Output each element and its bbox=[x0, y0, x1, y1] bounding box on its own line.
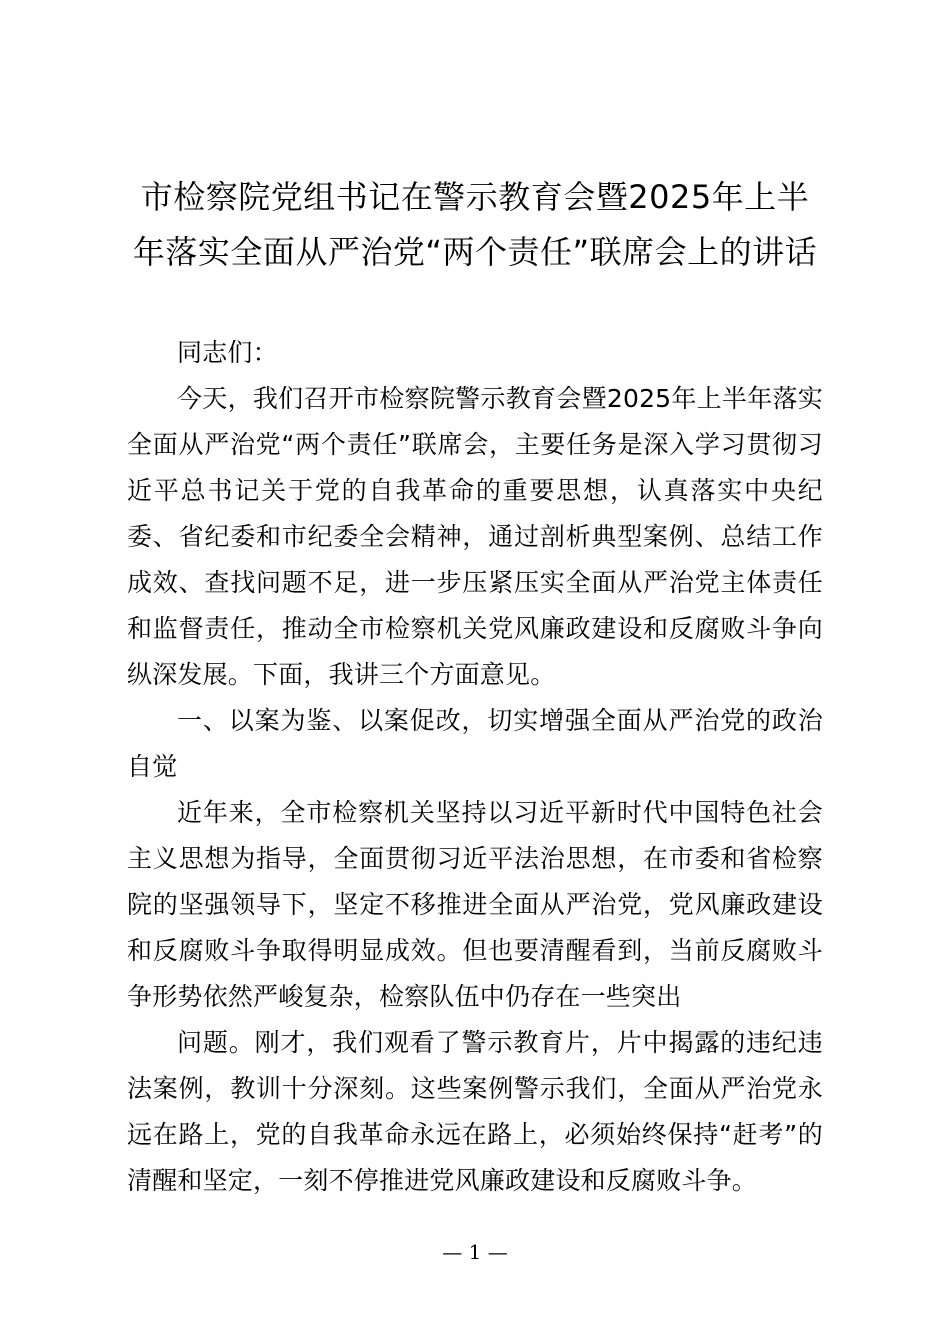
intro-paragraph: 今天，我们召开市检察院警示教育会暨2025年上半年落实全面从严治党“两个责任”联席会，主要任务是深入学习贯彻习近平总书记关于党的自我革命的重要思想，认真落实中央纪委、省纪委和市纪委全会精神，通过剖析典型案例、总结工作成效、查找问题不足，进一步压紧压实全面从严治党主体责任和监督责任，推动全市检察机关党风廉政建设和反腐败斗争向纵深发展。下面，我讲三个方面意见。 bbox=[127, 384, 823, 689]
page-number: — 1 — bbox=[442, 1240, 508, 1264]
section-heading-1: 一、以案为鉴、以案促改，切实增强全面从严治党的政治自觉 bbox=[127, 706, 823, 781]
body-paragraph: 问题。刚才，我们观看了警示教育片，片中揭露的违纪违法案例，教训十分深刻。这些案例警示我们，全面从严治党永远在路上，党的自我革命永远在路上，必须始终保持“赶考”的清醒和坚定，一刻不停推进党风廉政建设和反腐败斗争。 bbox=[127, 1028, 823, 1195]
document-title: 市检察院党组书记在警示教育会暨2025年上半年落实全面从严治党“两个责任”联席会上的讲话 bbox=[132, 178, 818, 271]
body-paragraph: 近年来，全市检察机关坚持以习近平新时代中国特色社会主义思想为指导，全面贯彻习近平法治思想，在市委和省检察院的坚强领导下，坚定不移推进全面从严治党，党风廉政建设和反腐败斗争取得明显成效。但也要清醒看到，当前反腐败斗争形势依然严峻复杂，检察队伍中仍存在一些突出 bbox=[127, 798, 823, 1011]
salutation-paragraph: 同志们： bbox=[177, 338, 278, 367]
document-body bbox=[127, 330, 823, 1204]
